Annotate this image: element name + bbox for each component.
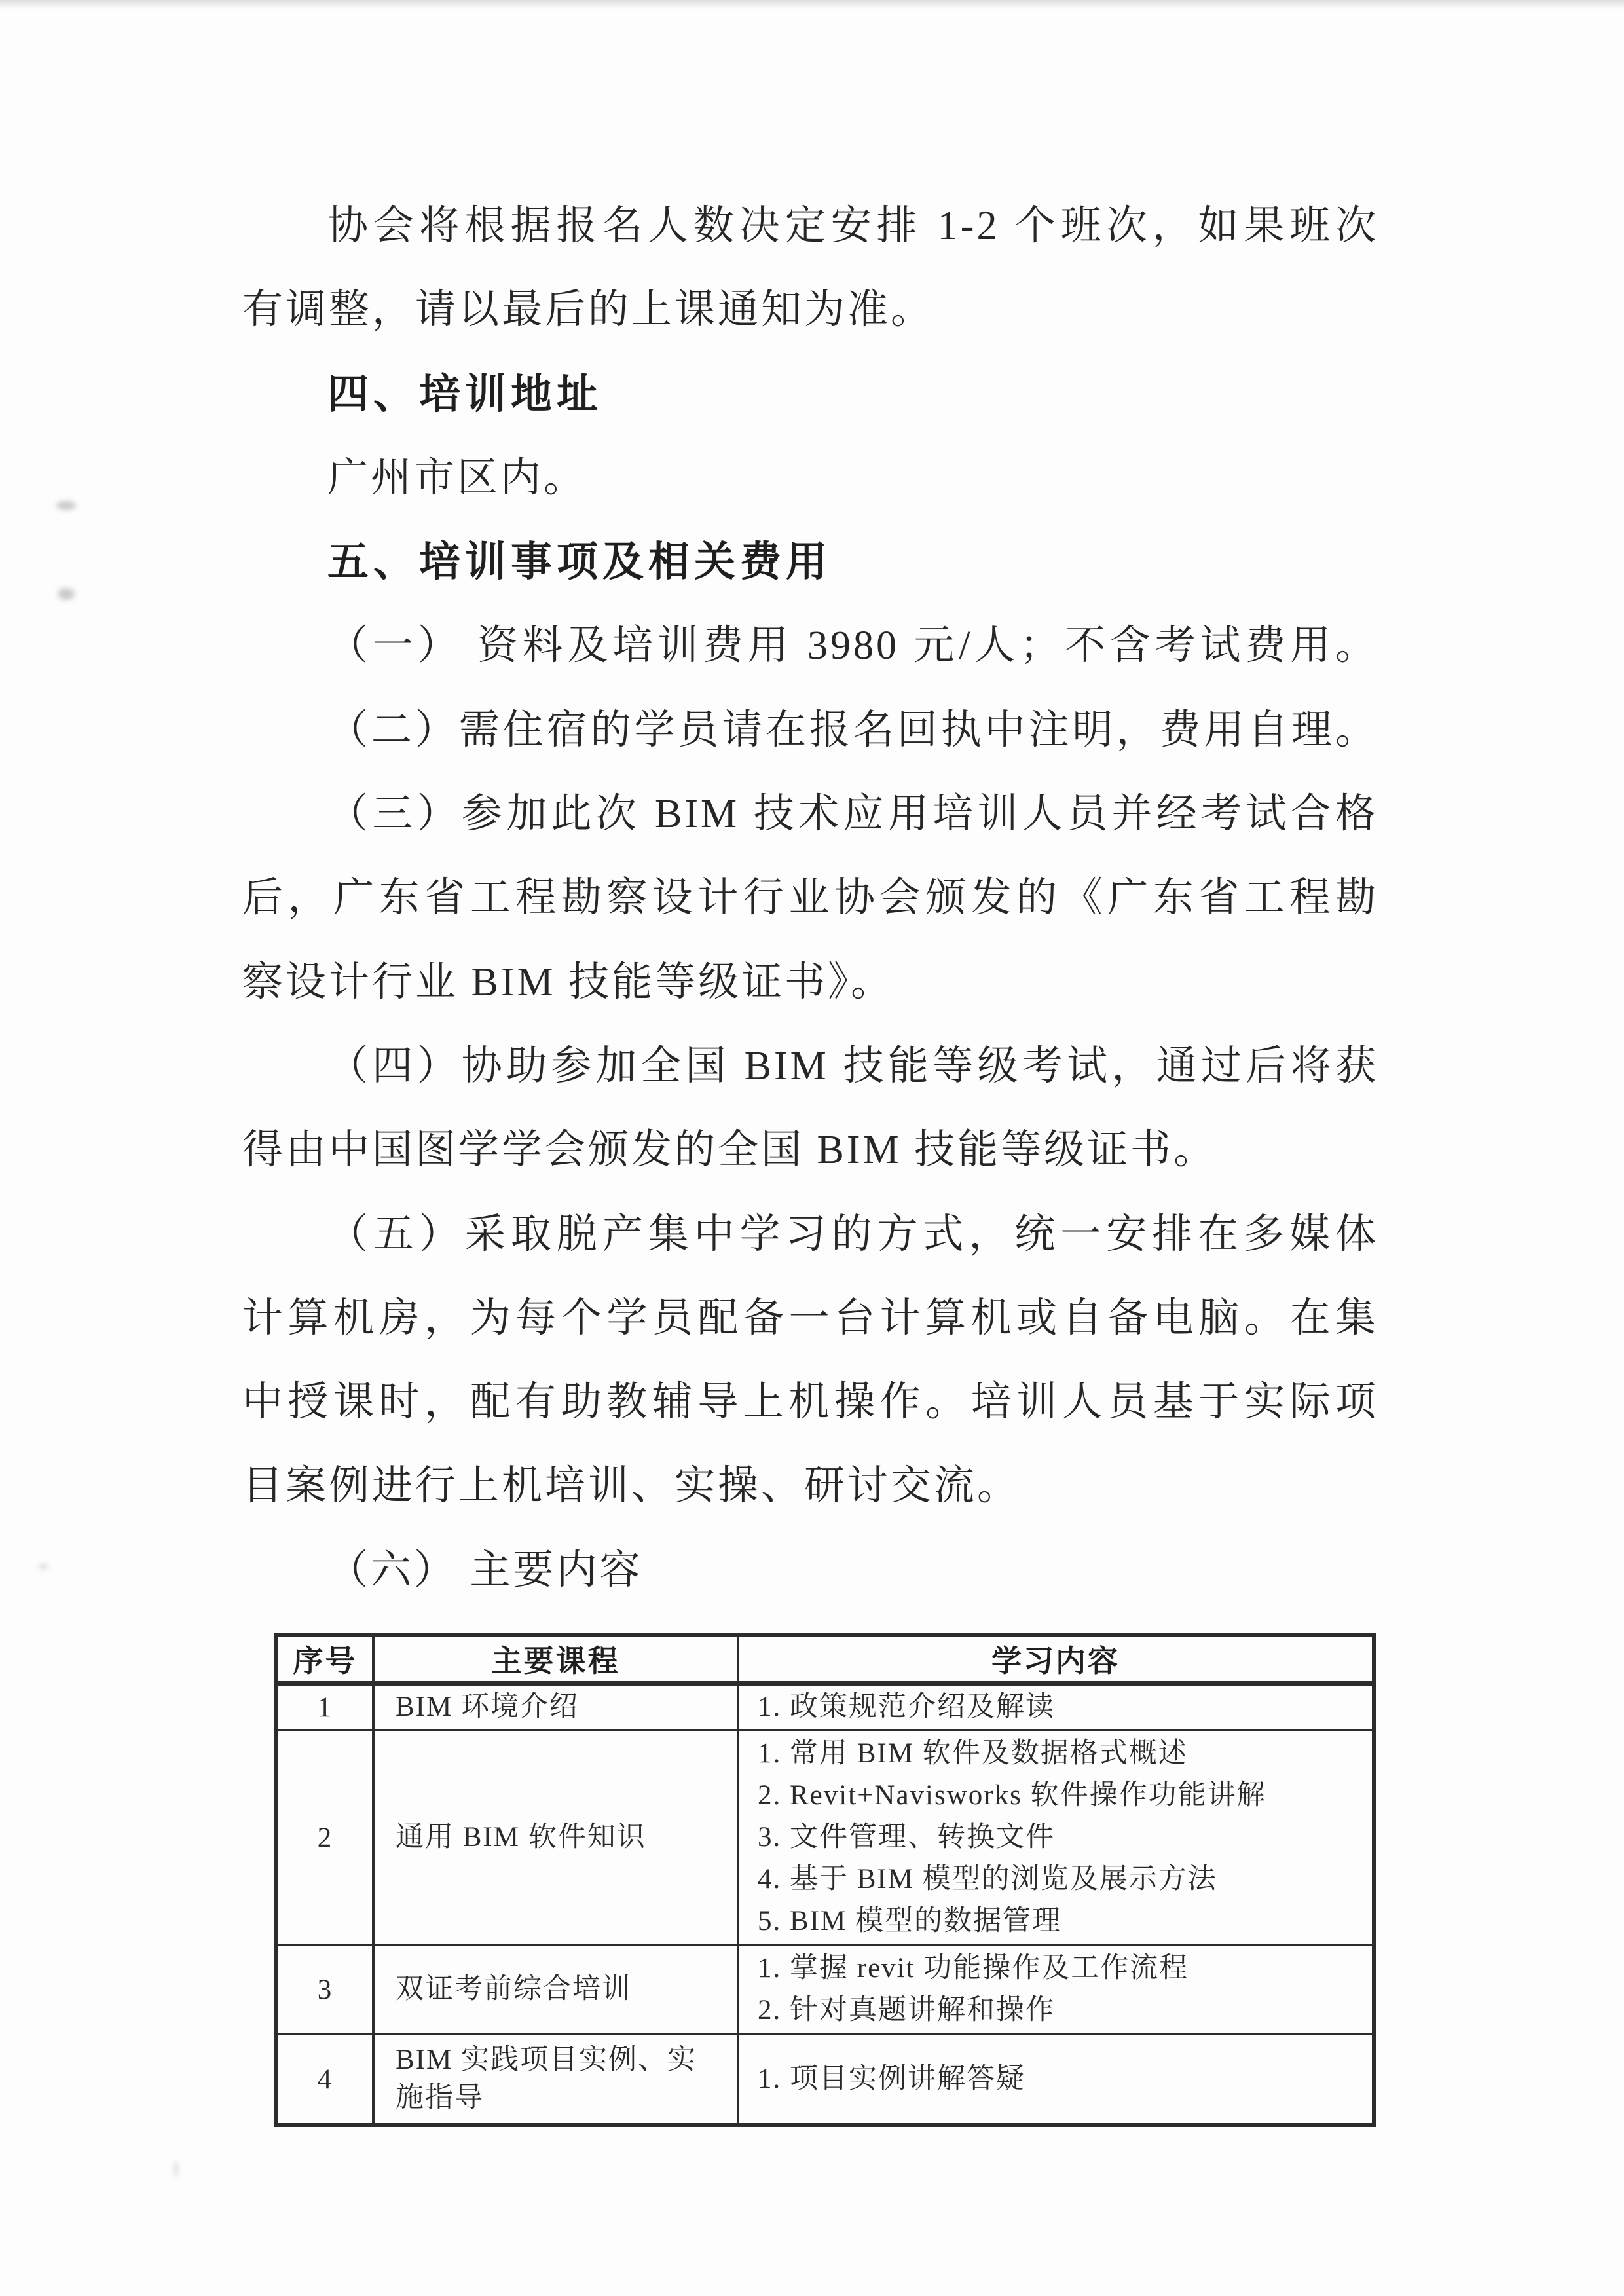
- content-line: 4. 基于 BIM 模型的浏览及展示方法: [758, 1864, 1217, 1895]
- content-line: 2. Revit+Navisworks 软件操作功能讲解: [758, 1780, 1266, 1811]
- content-line: 1. 政策规范介绍及解读: [758, 1692, 1055, 1722]
- scan-artifact: [58, 588, 75, 600]
- subsection-label: （六） 主要内容: [327, 1547, 643, 1593]
- cell-course: BIM 环境介绍: [373, 1684, 738, 1731]
- paragraph-line: 计算机房，为每个学员配备一台计算机或自备电脑。在集: [242, 1295, 1378, 1341]
- cell-content: [738, 1945, 1374, 2034]
- cell-content: [738, 1684, 1374, 1731]
- document-body: [242, 184, 1378, 1612]
- table-row: [276, 1684, 1374, 1731]
- scan-artifact: [38, 1564, 48, 1569]
- cell-course: 双证考前综合培训: [373, 1945, 738, 2034]
- paragraph-line: 有调整，请以最后的上课通知为准。: [242, 287, 934, 333]
- header-cell-content: 学习内容: [738, 1635, 1374, 1684]
- scan-artifact: [56, 501, 76, 510]
- paragraph-line: （五）采取脱产集中学习的方式，统一安排在多媒体: [327, 1212, 1378, 1257]
- cell-course: 通用 BIM 软件知识: [373, 1730, 738, 1945]
- paragraph-line: 得由中国图学学会颁发的全国 BIM 技能等级证书。: [242, 1128, 1217, 1173]
- cell-no: 3: [276, 1945, 373, 2034]
- paragraph-line: （二）需住宿的学员请在报名回执中注明，费用自理。: [327, 707, 1378, 752]
- content-line: 1. 掌握 revit 功能操作及工作流程: [758, 1953, 1189, 1984]
- paragraph-line: 协会将根据报名人数决定安排 1-2 个班次，如果班次: [327, 204, 1378, 248]
- cell-no: 1: [276, 1684, 373, 1731]
- paragraph-line: 目案例进行上机培训、实操、研讨交流。: [242, 1464, 1021, 1509]
- scan-artifact: [174, 2161, 178, 2178]
- paragraph-line: （三）参加此次 BIM 技术应用培训人员并经考试合格: [327, 792, 1378, 837]
- table-row: [276, 2034, 1374, 2125]
- paragraph-line: 中授课时，配有助教辅导上机操作。培训人员基于实际项: [242, 1380, 1378, 1425]
- table-header-row: [276, 1635, 1374, 1684]
- table-row: [276, 1945, 1374, 2034]
- cell-no: 2: [276, 1730, 373, 1945]
- paragraph-line: （一） 资料及培训费用 3980 元/人；不含考试费用。: [327, 623, 1378, 669]
- section-heading-5: 五、培训事项及相关费用: [327, 539, 832, 585]
- paragraph-line: 广州市区内。: [327, 455, 587, 500]
- courses-table: [274, 1633, 1376, 2127]
- cell-no: 4: [276, 2034, 373, 2125]
- cell-content: [738, 1730, 1374, 1945]
- content-line: 1. 项目实例讲解答疑: [758, 2064, 1025, 2094]
- section-heading-4: 四、培训地址: [327, 371, 602, 417]
- paragraph-line: 察设计行业 BIM 技能等级证书》。: [242, 959, 895, 1005]
- scan-edge-artifact: [0, 0, 1624, 9]
- paragraph-line: （四）协助参加全国 BIM 技能等级考试，通过后将获: [327, 1043, 1378, 1088]
- paragraph-line: 后，广东省工程勘察设计行业协会颁发的《广东省工程勘: [242, 876, 1378, 921]
- cell-content: [738, 2034, 1374, 2125]
- header-cell-course: 主要课程: [373, 1635, 738, 1684]
- content-line: 5. BIM 模型的数据管理: [758, 1906, 1061, 1936]
- content-line: 1. 常用 BIM 软件及数据格式概述: [758, 1738, 1188, 1769]
- cell-course: BIM 实践项目实例、实施指导: [373, 2034, 738, 2125]
- content-line: 3. 文件管理、转换文件: [758, 1822, 1055, 1853]
- table-row: [276, 1730, 1374, 1945]
- header-cell-no: 序号: [276, 1635, 373, 1684]
- content-line: 2. 针对真题讲解和操作: [758, 1995, 1055, 2026]
